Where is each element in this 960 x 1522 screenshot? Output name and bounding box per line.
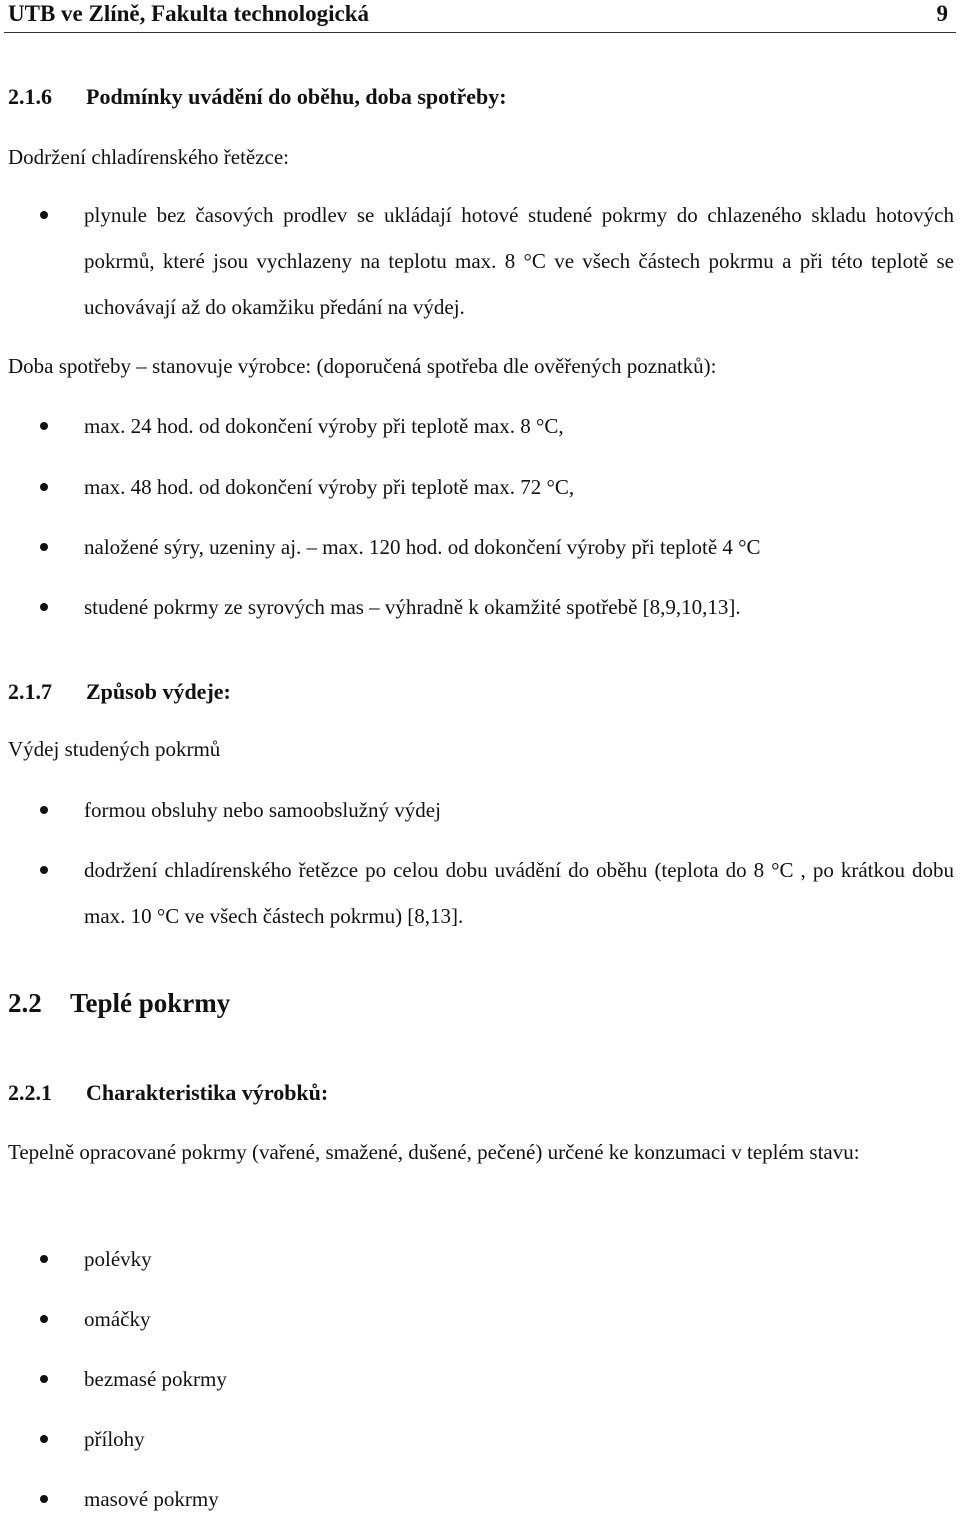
list-item-text: masové pokrmy — [84, 1487, 219, 1511]
paragraph-hot-dishes-intro: Tepelně opracované pokrmy (vařené, smažené, dušené, pečené) určené ke konzumaci v teplém stavu: — [8, 1140, 860, 1164]
heading-title: Podmínky uvádění do oběhu, doba spotřeby: — [86, 84, 507, 109]
bullet-icon — [40, 1495, 48, 1503]
bullet-icon — [40, 543, 48, 551]
heading-number: 2.1.6 — [8, 84, 52, 109]
paragraph-serving-intro: Výdej studených pokrmů — [8, 737, 221, 761]
list-item-text: polévky — [84, 1247, 152, 1271]
page-number: 9 — [936, 1, 948, 26]
list-item-text: dodržení chladírenského řetězce po celou dobu uvádění do oběhu (teplota do 8 °C , po krátkou dobu max. 10 °C ve všech částech pokrmu) [8,13]. — [84, 858, 954, 928]
list-item-text: plynule bez časových prodlev se ukládají hotové studené pokrmy do chlazeného skladu hotových pokrmů, které jsou vychlazeny na teplotu max. 8 °C ve všech částech pokrmu a při této teplotě se uchovávají až do okamžiku předání na výdej. — [84, 203, 954, 319]
heading-2-1-6 — [8, 74, 507, 120]
list-item-text: přílohy — [84, 1427, 145, 1451]
paragraph-cold-chain-intro: Dodržení chladírenského řetězce: — [8, 145, 290, 169]
list-item-text: omáčky — [84, 1307, 151, 1331]
header-title: UTB ve Zlíně, Fakulta technologická — [8, 1, 369, 26]
bullet-icon — [40, 866, 48, 874]
bullet-icon — [40, 483, 48, 491]
bullet-icon — [40, 1255, 48, 1263]
bullet-icon — [40, 1375, 48, 1383]
heading-number: 2.2 — [8, 988, 42, 1018]
bullet-icon — [40, 1315, 48, 1323]
heading-number: 2.1.7 — [8, 679, 52, 704]
list-item-text: max. 24 hod. od dokončení výroby při teplotě max. 8 °C, — [84, 414, 564, 438]
bullet-icon — [40, 603, 48, 611]
bullet-icon — [40, 422, 48, 430]
heading-2-1-7 — [8, 669, 231, 715]
heading-number: 2.2.1 — [8, 1080, 52, 1105]
running-header — [8, 0, 952, 32]
bullet-icon — [40, 211, 48, 219]
paragraph-shelf-life: Doba spotřeby – stanovuje výrobce: (doporučená spotřeba dle ověřených poznatků): — [8, 354, 717, 378]
header-rule — [4, 32, 956, 33]
heading-title: Charakteristika výrobků: — [86, 1080, 329, 1105]
list-item-text: naložené sýry, uzeniny aj. – max. 120 hod. od dokončení výroby při teplotě 4 °C — [84, 535, 761, 559]
bullet-icon — [40, 806, 48, 814]
list-item-text: max. 48 hod. od dokončení výroby při teplotě max. 72 °C, — [84, 475, 575, 499]
heading-title: Způsob výdeje: — [86, 679, 231, 704]
heading-title: Teplé pokrmy — [70, 988, 231, 1018]
list-item-text: studené pokrmy ze syrových mas – výhradně k okamžité spotřebě [8,9,10,13]. — [84, 595, 741, 619]
bullet-icon — [40, 1435, 48, 1443]
list-item-text: bezmasé pokrmy — [84, 1367, 227, 1391]
list-item-text: formou obsluhy nebo samoobslužný výdej — [84, 798, 441, 822]
heading-2-2-1 — [8, 1070, 328, 1116]
heading-2-2 — [8, 980, 230, 1026]
